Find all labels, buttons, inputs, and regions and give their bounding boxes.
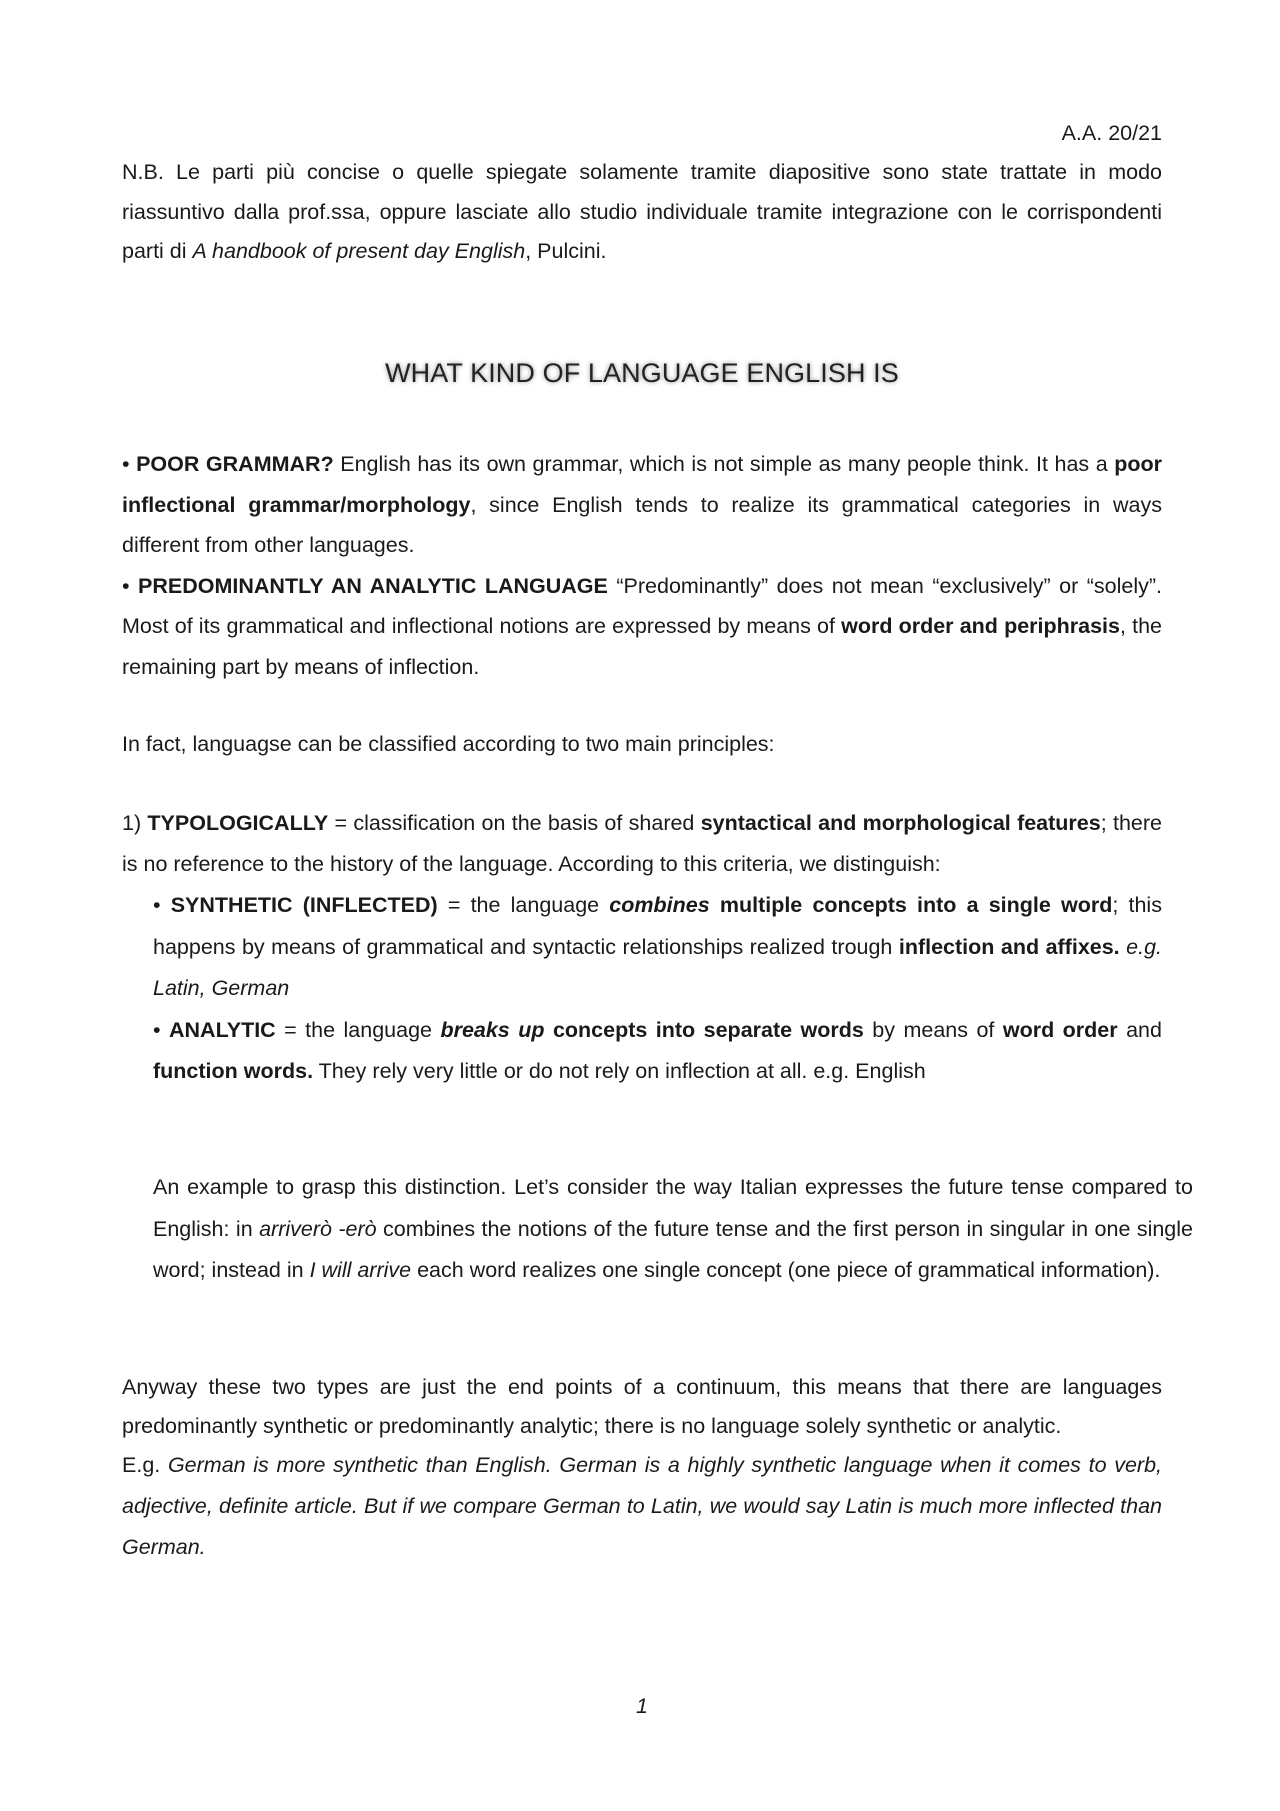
- analytic-language-text: “Predominantly” does not mean “exclusively” or “solely”. Most of its grammatical and inflectional notions are expressed by means of: [122, 573, 1162, 638]
- synthetic-examples: e.g. Latin, German: [153, 934, 1162, 1000]
- bullet: •: [153, 1017, 169, 1042]
- example-english: I will arrive: [309, 1258, 412, 1282]
- synthetic-label: SYNTHETIC (INFLECTED): [170, 893, 438, 917]
- intro-paragraph: In fact, languagse can be classified according to two main principles:: [122, 732, 775, 756]
- analytic-language-bold: word order and periphrasis: [841, 614, 1120, 638]
- synthetic-paragraph: [122, 885, 1162, 1010]
- analytic-text-2: by means of: [863, 1017, 1003, 1042]
- continuum-paragraph: Anyway these two types are just the end points of a continuum, this means that there are languages predominantly synthetic or predominantly analytic; there is no language solely synthetic or analytic.: [122, 1375, 1162, 1438]
- synthetic-bold-2: inflection and affixes.: [898, 934, 1120, 959]
- note-paragraph: [122, 153, 1162, 272]
- poor-grammar-paragraph: [122, 444, 1162, 566]
- example-text: An example to grasp this distinction. Let’s consider the way Italian expresses the future tense compared to English: in: [153, 1175, 1193, 1241]
- analytic-bold-italic: breaks up: [440, 1017, 545, 1042]
- bullet: •: [122, 452, 137, 476]
- analytic-text-4: They rely very little or do not rely on inflection at all. e.g. English: [313, 1059, 926, 1083]
- example-text-3: each word realizes one single concept (one piece of grammatical information).: [411, 1258, 1161, 1282]
- bullet: •: [122, 573, 139, 598]
- typological-paragraph: [122, 803, 1162, 885]
- academic-year: A.A. 20/21: [1061, 121, 1162, 145]
- note-text: N.B. Le parti più concise o quelle spiegate solamente tramite diapositive sono state trattate in modo riassuntivo dalla prof.ssa, oppure lasciate allo studio individuale tramite integrazione con le corrispondenti parti di: [122, 160, 1162, 263]
- synthetic-text: = the language: [437, 893, 610, 917]
- analytic-language-label: PREDOMINANTLY AN ANALYTIC LANGUAGE: [138, 573, 608, 598]
- example-paragraph: [122, 1167, 1193, 1292]
- poor-grammar-bold: poor inflectional grammar/morphology: [122, 452, 1162, 517]
- note-text-end: , Pulcini.: [525, 239, 607, 263]
- typological-text-end: ; there is no reference to the history of the language. According to this criteria, we distinguish:: [122, 811, 1162, 876]
- eg-paragraph: [122, 1445, 1162, 1568]
- example-text-2: combines the notions of the future tense and the first person in singular in one single word; instead in: [153, 1216, 1193, 1282]
- poor-grammar-label: POOR GRAMMAR?: [136, 452, 334, 476]
- typological-label: TYPOLOGICALLY: [147, 811, 329, 835]
- synthetic-text-2: ; this happens by means of grammatical and syntactic relationships realized trough: [153, 893, 1162, 959]
- analytic-bold-3: function words.: [153, 1059, 314, 1083]
- document-page: [122, 0, 1193, 1811]
- continuum-section: [122, 1368, 1162, 1568]
- analytic-label: ANALYTIC: [168, 1017, 276, 1042]
- typological-section: [122, 803, 1162, 1093]
- poor-grammar-text: English has its own grammar, which is not simple as many people think. It has a: [333, 452, 1115, 476]
- analytic-language-paragraph: [122, 566, 1162, 688]
- section-title: WHAT KIND OF LANGUAGE ENGLISH IS: [385, 358, 899, 388]
- synthetic-bold-italic: combines: [609, 893, 710, 917]
- example-italian: arriverò -erò: [259, 1216, 377, 1241]
- analytic-text-3: and: [1117, 1017, 1162, 1042]
- synthetic-bold: multiple concepts into a single word: [709, 893, 1113, 917]
- analytic-paragraph: [122, 1010, 1162, 1093]
- analytic-text: = the language: [275, 1017, 441, 1042]
- typological-text: = classification on the basis of shared: [328, 811, 701, 835]
- eg-label: E.g.: [122, 1453, 168, 1477]
- bullet: •: [153, 893, 171, 917]
- poor-grammar-text-end: , since English tends to realize its grammatical categories in ways different from other languages.: [122, 492, 1162, 557]
- book-title: A handbook of present day English: [192, 239, 526, 263]
- typological-bold: syntactical and morphological features: [700, 811, 1101, 835]
- features-section: [122, 444, 1162, 687]
- analytic-bold-2: word order: [1002, 1017, 1118, 1042]
- analytic-language-text-end: , the remaining part by means of inflection.: [122, 614, 1162, 679]
- page-number: 1: [636, 1694, 648, 1718]
- analytic-bold: concepts into separate words: [544, 1017, 864, 1042]
- eg-text: German is more synthetic than English. German is a highly synthetic language when it comes to verb, adjective, definite article. But if we compare German to Latin, we would say Latin is much more inflected than German.: [122, 1453, 1163, 1559]
- list-number: 1): [122, 811, 148, 835]
